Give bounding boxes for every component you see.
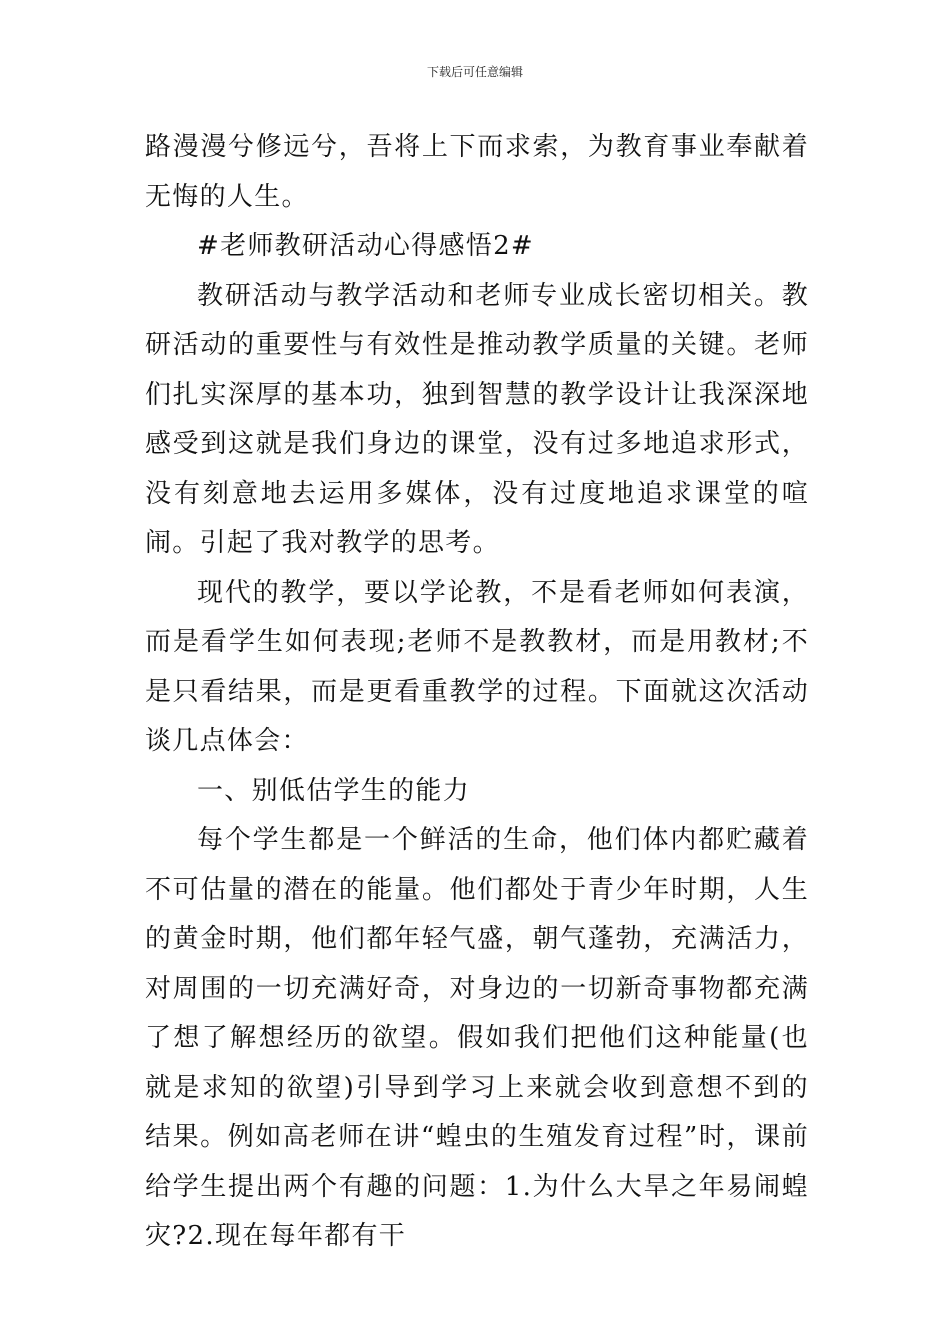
paragraph-modern-teaching: 现代的教学，要以学论教，不是看老师如何表演，而是看学生如何表现;老师不是教教材，而是用教材;不是只看结果，而是更看重教学的过程。下面就这次活动谈几点体会：	[145, 577, 809, 756]
document-body	[145, 123, 809, 1262]
section-heading: #老师教研活动心得感悟2#	[197, 231, 535, 261]
paragraph-student-ability: 每个学生都是一个鲜活的生命，他们体内都贮藏着不可估量的潜在的能量。他们都处于青少年时期，人生的黄金时期，他们都年轻气盛，朝气蓬勃，充满活力，对周围的一切充满好奇，对身边的一切新奇事物都充满了想了解想经历的欲望。假如我们把他们这种能量(也就是求知的欲望)引导到学习上来就会收到意想不到的结果。例如高老师在讲“蝗虫的生殖发育过程”时，课前给学生提出两个有趣的问题：1.为什么大旱之年易闹蝗灾?2.现在每年都有干	[145, 825, 809, 1251]
paragraph-closing: 路漫漫兮修远兮，吾将上下而求索，为教育事业奉献着无悔的人生。	[145, 132, 809, 212]
page-header: 下载后可任意编辑	[426, 65, 523, 79]
subheading-point-one: 一、别低估学生的能力	[197, 775, 471, 806]
paragraph-intro: 教研活动与教学活动和老师专业成长密切相关。教研活动的重要性与有效性是推动教学质量的关键。老师们扎实深厚的基本功，独到智慧的教学设计让我深深地感受到这就是我们身边的课堂，没有过多地追求形式，没有刻意地去运用多媒体，没有过度地追求课堂的喧闹。引起了我对教学的思考。	[145, 280, 809, 558]
